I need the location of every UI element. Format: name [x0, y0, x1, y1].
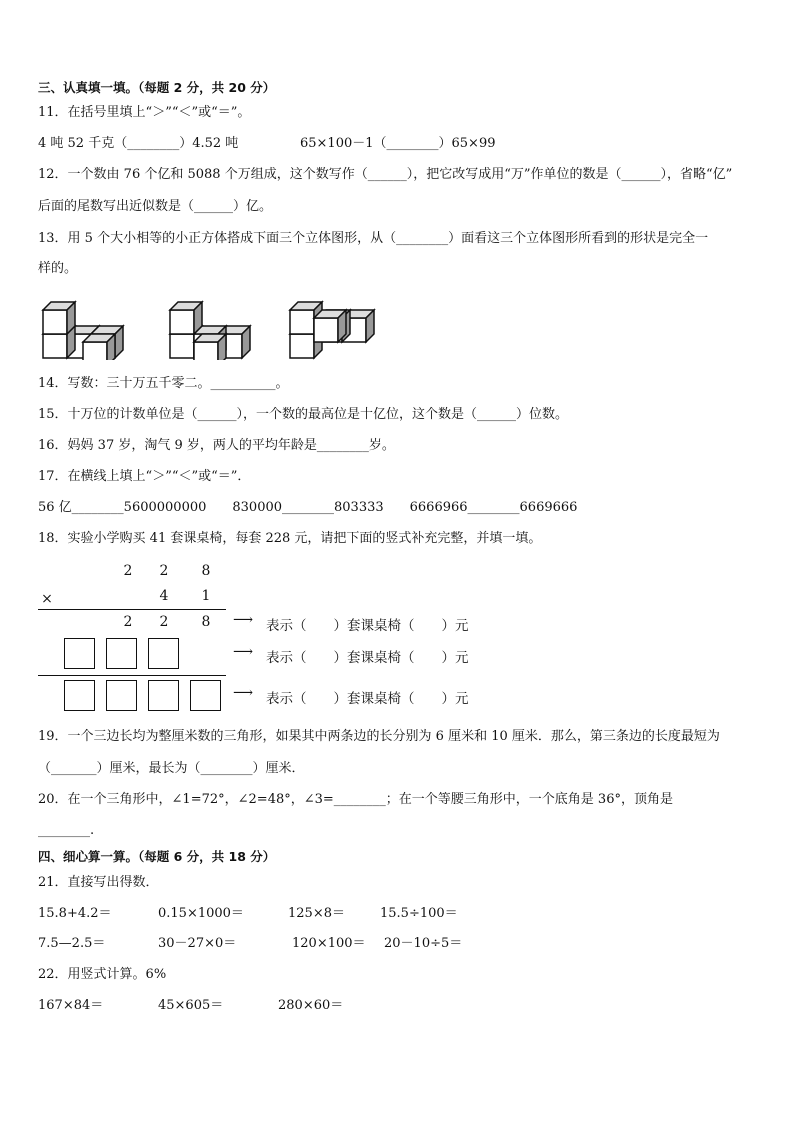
q21-r2-c1: 7.5—2.5＝ [38, 936, 106, 951]
digit: 1 [201, 588, 211, 604]
q21-r1-c3: 125×8＝ [288, 906, 345, 921]
q22-stem: 22．用竖式计算。6% [38, 967, 167, 982]
q20-line1: 20．在一个三角形中，∠1=72°，∠2=48°，∠3=________；在一个等腰三角形中，一个底角是 36°，顶角是 [38, 792, 673, 807]
q19-line2: （_______）厘米，最长为（________）厘米． [38, 761, 305, 776]
q22-item-1: 167×84＝ [38, 998, 104, 1013]
cube-figures [40, 288, 400, 364]
q21-r1-c2: 0.15×1000＝ [158, 906, 244, 921]
q21-stem: 21．直接写出得数． [38, 875, 159, 890]
digit: 2 [123, 614, 133, 630]
arrow-icon: ⟶ [233, 612, 254, 628]
q14: 14．写数：三十万五千零二。__________。 [38, 376, 289, 391]
calc-line [38, 675, 226, 676]
digit: 2 [123, 563, 133, 579]
q21-r1-c1: 15.8+4.2＝ [38, 906, 112, 921]
q20-line2: ________. [38, 823, 95, 838]
cube-figure-3 [290, 302, 374, 358]
answer-box[interactable] [148, 638, 179, 669]
q22-item-2: 45×605＝ [158, 998, 224, 1013]
q12-line1: 12．一个数由 76 个亿和 5088 个万组成，这个数写作（______），把它改写成用“万”作单位的数是（______），省略“亿” [38, 167, 733, 182]
q18-stem: 18．实验小学购买 41 套课桌椅，每套 228 元，请把下面的竖式补充完整，并填一填。 [38, 531, 542, 546]
q21-r1-c4: 15.5÷100＝ [380, 906, 458, 921]
q21-r2-c3: 120×100＝ [292, 936, 366, 951]
cube-figure-2 [170, 302, 250, 360]
q13-line1: 13．用 5 个大小相等的小正方体搭成下面三个立体图形，从（________）面看这三个立体图形所看到的形状是完全一 [38, 231, 709, 246]
cube-figure-1 [43, 302, 123, 360]
answer-box[interactable] [106, 680, 137, 711]
q15: 15．十万位的计数单位是（______），一个数的最高位是十亿位，这个数是（______）位数。 [38, 407, 569, 422]
digit: 2 [159, 563, 169, 579]
q21-r2-c4: 20－10÷5＝ [384, 936, 463, 951]
q11-item-a: 4 吨 52 千克（________）4.52 吨 [38, 136, 239, 151]
answer-box[interactable] [190, 680, 221, 711]
digit: 2 [159, 614, 169, 630]
q18-desc-2: 表示（ ）套课桌椅（ ）元 [266, 650, 469, 666]
digit: 4 [159, 588, 169, 604]
arrow-icon: ⟶ [233, 644, 254, 660]
q19-line1: 19．一个三边长均为整厘米数的三角形，如果其中两条边的长分别为 6 厘米和 10 厘米．那么，第三条边的长度最短为 [38, 729, 720, 744]
q17-items: 56 亿________5600000000 830000________803333 6666966________6669666 [38, 500, 578, 515]
q21-r2-c2: 30－27×0＝ [158, 936, 237, 951]
q18-desc-3: 表示（ ）套课桌椅（ ）元 [266, 691, 469, 707]
times-sign: × [41, 591, 53, 607]
section-3-heading: 三、认真填一填。（每题 2 分，共 20 分） [38, 80, 276, 95]
calc-line [38, 609, 226, 610]
cube-figures-svg [40, 288, 400, 360]
q11-item-b: 65×100－1（________）65×99 [300, 136, 496, 151]
digit: 8 [201, 614, 211, 630]
section-4-heading: 四、细心算一算。（每题 6 分，共 18 分） [38, 849, 276, 864]
q11-stem: 11．在括号里填上“＞”“＜”或“＝”。 [38, 105, 251, 120]
q18-desc-1: 表示（ ）套课桌椅（ ）元 [266, 618, 469, 634]
q12-line2: 后面的尾数写出近似数是（______）亿。 [38, 199, 273, 214]
answer-box[interactable] [64, 680, 95, 711]
answer-box[interactable] [64, 638, 95, 669]
q22-item-3: 280×60＝ [278, 998, 344, 1013]
q16: 16．妈妈 37 岁，淘气 9 岁，两人的平均年龄是________岁。 [38, 438, 395, 453]
digit: 8 [201, 563, 211, 579]
q13-line2: 样的。 [38, 261, 78, 276]
q17-stem: 17．在横线上填上“＞”“＜”或“＝”． [38, 469, 251, 484]
answer-box[interactable] [106, 638, 137, 669]
arrow-icon: ⟶ [233, 685, 254, 701]
answer-box[interactable] [148, 680, 179, 711]
